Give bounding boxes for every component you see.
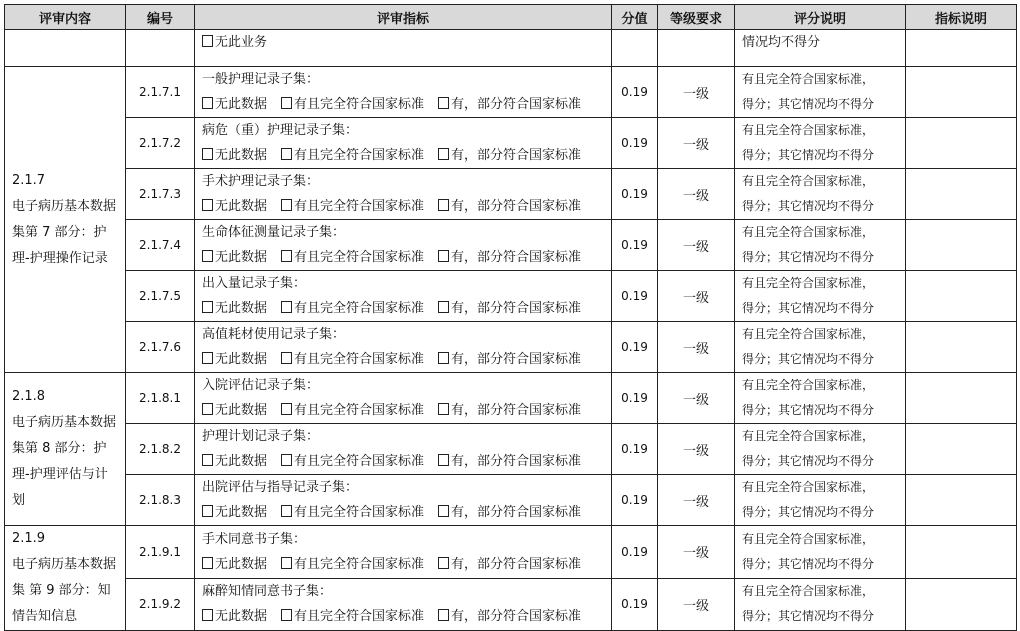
checkbox-icon <box>438 557 449 569</box>
scoring-description <box>735 322 906 373</box>
header-row <box>5 5 1017 30</box>
full-compliance-option-label: 有且完全符合国家标准 <box>294 454 425 469</box>
scoring-line-2: 得分；其它情况均不得分 <box>742 556 875 571</box>
indicator-title: 手术护理记录子集： <box>202 174 320 189</box>
top-score-cell <box>612 30 658 67</box>
top-scoring-cell: 情况均不得分 <box>735 30 906 67</box>
checkbox-icon <box>281 199 292 211</box>
item-code: 2.1.7.1 <box>126 67 195 118</box>
scoring-line-2: 得分；其它情况均不得分 <box>742 609 875 624</box>
table-row <box>5 578 1017 631</box>
scoring-line-2: 得分；其它情况均不得分 <box>742 199 875 213</box>
top-note-cell <box>906 30 1017 67</box>
checkbox-icon <box>281 148 292 160</box>
full-compliance-option-label: 有且完全符合国家标准 <box>294 352 425 367</box>
header-content: 评审内容 <box>5 5 126 30</box>
scoring-line-2: 得分；其它情况均不得分 <box>742 250 875 264</box>
no-data-option[interactable] <box>202 245 267 270</box>
checkbox-icon <box>438 148 449 160</box>
indicator-note-cell <box>906 220 1017 271</box>
full-compliance-option[interactable] <box>281 143 424 168</box>
full-compliance-option[interactable] <box>281 296 424 321</box>
indicator-title: 一般护理记录子集： <box>202 72 320 87</box>
checkbox-icon <box>438 505 449 517</box>
no-data-option[interactable] <box>202 143 267 168</box>
indicator-title: 入院评估记录子集： <box>202 378 320 393</box>
scoring-line-1: 有且完全符合国家标准， <box>742 327 875 341</box>
partial-compliance-option-label: 有，部分符合国家标准 <box>451 301 582 316</box>
partial-compliance-option-label: 有，部分符合国家标准 <box>451 199 582 214</box>
table-row <box>5 67 1017 118</box>
checkbox-icon <box>202 557 213 569</box>
scoring-description <box>735 271 906 322</box>
partial-compliance-option[interactable] <box>438 500 581 525</box>
indicator-note-cell <box>906 475 1017 526</box>
checkbox-icon <box>202 199 213 211</box>
header-scoring: 评分说明 <box>735 5 906 30</box>
no-data-option-label: 无此数据 <box>215 250 268 265</box>
checkbox-icon <box>202 97 213 109</box>
section-label: 2.1.7 电子病历基本数据集第 7 部分：护理-护理操作记录 <box>5 67 126 373</box>
scoring-description <box>735 220 906 271</box>
section-label: 2.1.8 电子病历基本数据集第 8 部分：护理-护理评估与计划 <box>5 373 126 526</box>
no-data-option-label: 无此数据 <box>215 148 268 163</box>
full-compliance-option-label: 有且完全符合国家标准 <box>294 301 425 316</box>
level-requirement: 一级 <box>658 475 735 526</box>
item-code: 2.1.7.2 <box>126 118 195 169</box>
indicator-cell <box>195 424 612 475</box>
table-body <box>5 67 1017 631</box>
header-level: 等级要求 <box>658 5 735 30</box>
no-business-label: 无此业务 <box>215 35 268 50</box>
no-data-option-label: 无此数据 <box>215 505 268 520</box>
full-compliance-option[interactable] <box>281 194 424 219</box>
no-data-option[interactable] <box>202 552 267 577</box>
indicator-note-cell <box>906 169 1017 220</box>
score-value: 0.19 <box>612 475 658 526</box>
partial-compliance-option-label: 有，部分符合国家标准 <box>451 352 582 367</box>
level-requirement: 一级 <box>658 373 735 424</box>
checkbox-icon <box>202 35 213 47</box>
checkbox-icon <box>281 97 292 109</box>
indicator-title: 护理计划记录子集： <box>202 429 320 444</box>
no-data-option[interactable] <box>202 604 267 629</box>
score-value: 0.19 <box>612 67 658 118</box>
table-row <box>5 373 1017 424</box>
level-requirement: 一级 <box>658 424 735 475</box>
partial-compliance-option[interactable] <box>438 449 581 474</box>
full-compliance-option-label: 有且完全符合国家标准 <box>294 556 425 572</box>
option-group <box>202 398 611 423</box>
full-compliance-option[interactable] <box>281 398 424 423</box>
partial-compliance-option[interactable] <box>438 398 581 423</box>
level-requirement: 一级 <box>658 271 735 322</box>
option-group <box>202 347 611 372</box>
header-note: 指标说明 <box>906 5 1017 30</box>
checkbox-icon <box>281 454 292 466</box>
option-group <box>202 552 611 577</box>
header-score: 分值 <box>612 5 658 30</box>
checkbox-icon <box>202 301 213 313</box>
scoring-line-2: 得分；其它情况均不得分 <box>742 148 875 162</box>
section-label: 2.1.9 电子病历基本数据集 第 9 部分：知情告知信息 <box>5 526 126 631</box>
table-row <box>5 424 1017 475</box>
indicator-cell <box>195 169 612 220</box>
partial-compliance-option[interactable] <box>438 347 581 372</box>
score-value: 0.19 <box>612 322 658 373</box>
score-value: 0.19 <box>612 271 658 322</box>
level-requirement: 一级 <box>658 118 735 169</box>
no-data-option[interactable] <box>202 449 267 474</box>
indicator-cell <box>195 118 612 169</box>
partial-compliance-option[interactable] <box>438 604 581 629</box>
scoring-description <box>735 526 906 579</box>
scoring-description <box>735 475 906 526</box>
item-code: 2.1.8.1 <box>126 373 195 424</box>
checkbox-icon <box>438 609 449 621</box>
score-value: 0.19 <box>612 220 658 271</box>
partial-compliance-option[interactable] <box>438 194 581 219</box>
scoring-line-2: 得分；其它情况均不得分 <box>742 403 875 417</box>
full-compliance-option-label: 有且完全符合国家标准 <box>294 609 425 625</box>
checkbox-icon <box>438 97 449 109</box>
table-row <box>5 271 1017 322</box>
indicator-cell <box>195 475 612 526</box>
score-value: 0.19 <box>612 526 658 579</box>
item-code: 2.1.8.2 <box>126 424 195 475</box>
checkbox-icon <box>438 403 449 415</box>
no-data-option-label: 无此数据 <box>215 454 268 469</box>
partial-compliance-option-label: 有，部分符合国家标准 <box>451 609 582 625</box>
scoring-line-2: 得分；其它情况均不得分 <box>742 454 875 468</box>
item-code: 2.1.9.1 <box>126 526 195 579</box>
score-value: 0.19 <box>612 373 658 424</box>
partial-compliance-option-label: 有，部分符合国家标准 <box>451 403 582 418</box>
indicator-title: 生命体征测量记录子集： <box>202 225 346 240</box>
header-code: 编号 <box>126 5 195 30</box>
indicator-note-cell <box>906 67 1017 118</box>
scoring-description <box>735 169 906 220</box>
level-requirement: 一级 <box>658 322 735 373</box>
full-compliance-option[interactable] <box>281 92 424 117</box>
checkbox-icon <box>281 505 292 517</box>
indicator-cell <box>195 373 612 424</box>
scoring-line-1: 有且完全符合国家标准， <box>742 123 875 137</box>
checkbox-icon <box>438 352 449 364</box>
scoring-description <box>735 118 906 169</box>
no-data-option[interactable] <box>202 194 267 219</box>
partial-compliance-option-label: 有，部分符合国家标准 <box>451 250 582 265</box>
checkbox-icon <box>202 250 213 262</box>
score-value: 0.19 <box>612 118 658 169</box>
checkbox-icon <box>202 609 213 621</box>
top-content-cell <box>5 30 126 67</box>
item-code: 2.1.7.4 <box>126 220 195 271</box>
scoring-description <box>735 373 906 424</box>
option-group <box>202 194 611 219</box>
option-group <box>202 500 611 525</box>
evaluation-table <box>4 4 1017 631</box>
partial-compliance-option[interactable] <box>438 296 581 321</box>
scoring-line-1: 有且完全符合国家标准， <box>742 531 875 546</box>
checkbox-icon <box>281 301 292 313</box>
checkbox-icon <box>438 199 449 211</box>
no-data-option[interactable] <box>202 347 267 372</box>
checkbox-icon <box>202 148 213 160</box>
indicator-cell <box>195 67 612 118</box>
checkbox-icon <box>438 250 449 262</box>
score-value: 0.19 <box>612 578 658 631</box>
no-data-option[interactable] <box>202 296 267 321</box>
item-code: 2.1.7.5 <box>126 271 195 322</box>
partial-compliance-option-label: 有，部分符合国家标准 <box>451 148 582 163</box>
table-row <box>5 220 1017 271</box>
checkbox-icon <box>202 505 213 517</box>
checkbox-icon <box>281 352 292 364</box>
top-code-cell <box>126 30 195 67</box>
checkbox-icon <box>281 250 292 262</box>
full-compliance-option[interactable] <box>281 449 424 474</box>
scoring-line-1: 有且完全符合国家标准， <box>742 429 875 443</box>
checkbox-icon <box>202 454 213 466</box>
item-code: 2.1.9.2 <box>126 578 195 631</box>
header-indicator: 评审指标 <box>195 5 612 30</box>
full-compliance-option[interactable] <box>281 500 424 525</box>
scoring-line-2: 得分；其它情况均不得分 <box>742 352 875 366</box>
scoring-line-1: 有且完全符合国家标准， <box>742 72 875 86</box>
score-value: 0.19 <box>612 424 658 475</box>
scoring-line-1: 有且完全符合国家标准， <box>742 584 875 599</box>
full-compliance-option-label: 有且完全符合国家标准 <box>294 199 425 214</box>
indicator-title: 出入量记录子集： <box>202 276 307 291</box>
option-group <box>202 143 611 168</box>
indicator-note-cell <box>906 322 1017 373</box>
full-compliance-option-label: 有且完全符合国家标准 <box>294 148 425 163</box>
table-row <box>5 526 1017 579</box>
indicator-note-cell <box>906 271 1017 322</box>
no-business-option[interactable] <box>202 30 267 55</box>
indicator-title: 病危（重）护理记录子集： <box>202 123 359 138</box>
full-compliance-option[interactable] <box>281 245 424 270</box>
partial-compliance-option-label: 有，部分符合国家标准 <box>451 97 582 112</box>
option-group <box>202 245 611 270</box>
checkbox-icon <box>281 403 292 415</box>
no-data-option[interactable] <box>202 398 267 423</box>
partial-compliance-option-label: 有，部分符合国家标准 <box>451 505 582 520</box>
table-row <box>5 169 1017 220</box>
partial-compliance-option[interactable] <box>438 92 581 117</box>
option-group <box>202 92 611 117</box>
no-data-option-label: 无此数据 <box>215 403 268 418</box>
scoring-line-1: 有且完全符合国家标准， <box>742 225 875 239</box>
level-requirement: 一级 <box>658 67 735 118</box>
level-requirement: 一级 <box>658 169 735 220</box>
indicator-title: 手术同意书子集： <box>202 531 307 547</box>
checkbox-icon <box>438 301 449 313</box>
checkbox-icon <box>202 352 213 364</box>
indicator-note-cell <box>906 526 1017 579</box>
indicator-title: 出院评估与指导记录子集： <box>202 480 359 495</box>
no-data-option-label: 无此数据 <box>215 199 268 214</box>
indicator-note-cell <box>906 424 1017 475</box>
indicator-note-cell <box>906 118 1017 169</box>
indicator-note-cell <box>906 373 1017 424</box>
scoring-line-1: 有且完全符合国家标准， <box>742 276 875 290</box>
partial-compliance-option-label: 有，部分符合国家标准 <box>451 556 582 572</box>
table-row <box>5 322 1017 373</box>
indicator-cell <box>195 220 612 271</box>
indicator-cell <box>195 526 612 579</box>
scoring-description <box>735 424 906 475</box>
no-data-option[interactable] <box>202 92 267 117</box>
indicator-cell <box>195 271 612 322</box>
no-data-option[interactable] <box>202 500 267 525</box>
option-group <box>202 296 611 321</box>
checkbox-icon <box>281 557 292 569</box>
scoring-description <box>735 67 906 118</box>
full-compliance-option-label: 有且完全符合国家标准 <box>294 403 425 418</box>
indicator-cell <box>195 578 612 631</box>
full-compliance-option[interactable] <box>281 604 424 629</box>
scoring-line-1: 有且完全符合国家标准， <box>742 378 875 392</box>
option-group <box>202 604 611 629</box>
top-level-cell <box>658 30 735 67</box>
table-row <box>5 475 1017 526</box>
score-value: 0.19 <box>612 169 658 220</box>
no-data-option-label: 无此数据 <box>215 556 268 572</box>
no-data-option-label: 无此数据 <box>215 352 268 367</box>
partial-compliance-option[interactable] <box>438 143 581 168</box>
no-data-option-label: 无此数据 <box>215 97 268 112</box>
scoring-line-2: 得分；其它情况均不得分 <box>742 301 875 315</box>
checkbox-icon <box>281 609 292 621</box>
level-requirement: 一级 <box>658 220 735 271</box>
item-code: 2.1.8.3 <box>126 475 195 526</box>
scoring-line-2: 得分；其它情况均不得分 <box>742 505 875 519</box>
level-requirement: 一级 <box>658 526 735 579</box>
full-compliance-option[interactable] <box>281 552 424 577</box>
scoring-line-1: 有且完全符合国家标准， <box>742 480 875 494</box>
no-data-option-label: 无此数据 <box>215 609 268 625</box>
partial-compliance-option[interactable] <box>438 552 581 577</box>
partial-compliance-option[interactable] <box>438 245 581 270</box>
checkbox-icon <box>202 403 213 415</box>
item-code: 2.1.7.3 <box>126 169 195 220</box>
checkbox-icon <box>438 454 449 466</box>
indicator-cell <box>195 322 612 373</box>
top-indicator-cell <box>195 30 612 67</box>
no-data-option-label: 无此数据 <box>215 301 268 316</box>
indicator-title: 麻醉知情同意书子集： <box>202 584 333 600</box>
scoring-description <box>735 578 906 631</box>
option-group <box>202 449 611 474</box>
scoring-line-2: 得分；其它情况均不得分 <box>742 97 875 111</box>
indicator-note-cell <box>906 578 1017 631</box>
level-requirement: 一级 <box>658 578 735 631</box>
full-compliance-option[interactable] <box>281 347 424 372</box>
table-row <box>5 118 1017 169</box>
partial-compliance-option-label: 有，部分符合国家标准 <box>451 454 582 469</box>
full-compliance-option-label: 有且完全符合国家标准 <box>294 250 425 265</box>
full-compliance-option-label: 有且完全符合国家标准 <box>294 505 425 520</box>
table-row-top <box>5 30 1017 67</box>
item-code: 2.1.7.6 <box>126 322 195 373</box>
scoring-line-1: 有且完全符合国家标准， <box>742 174 875 188</box>
full-compliance-option-label: 有且完全符合国家标准 <box>294 97 425 112</box>
indicator-title: 高值耗材使用记录子集： <box>202 327 346 342</box>
